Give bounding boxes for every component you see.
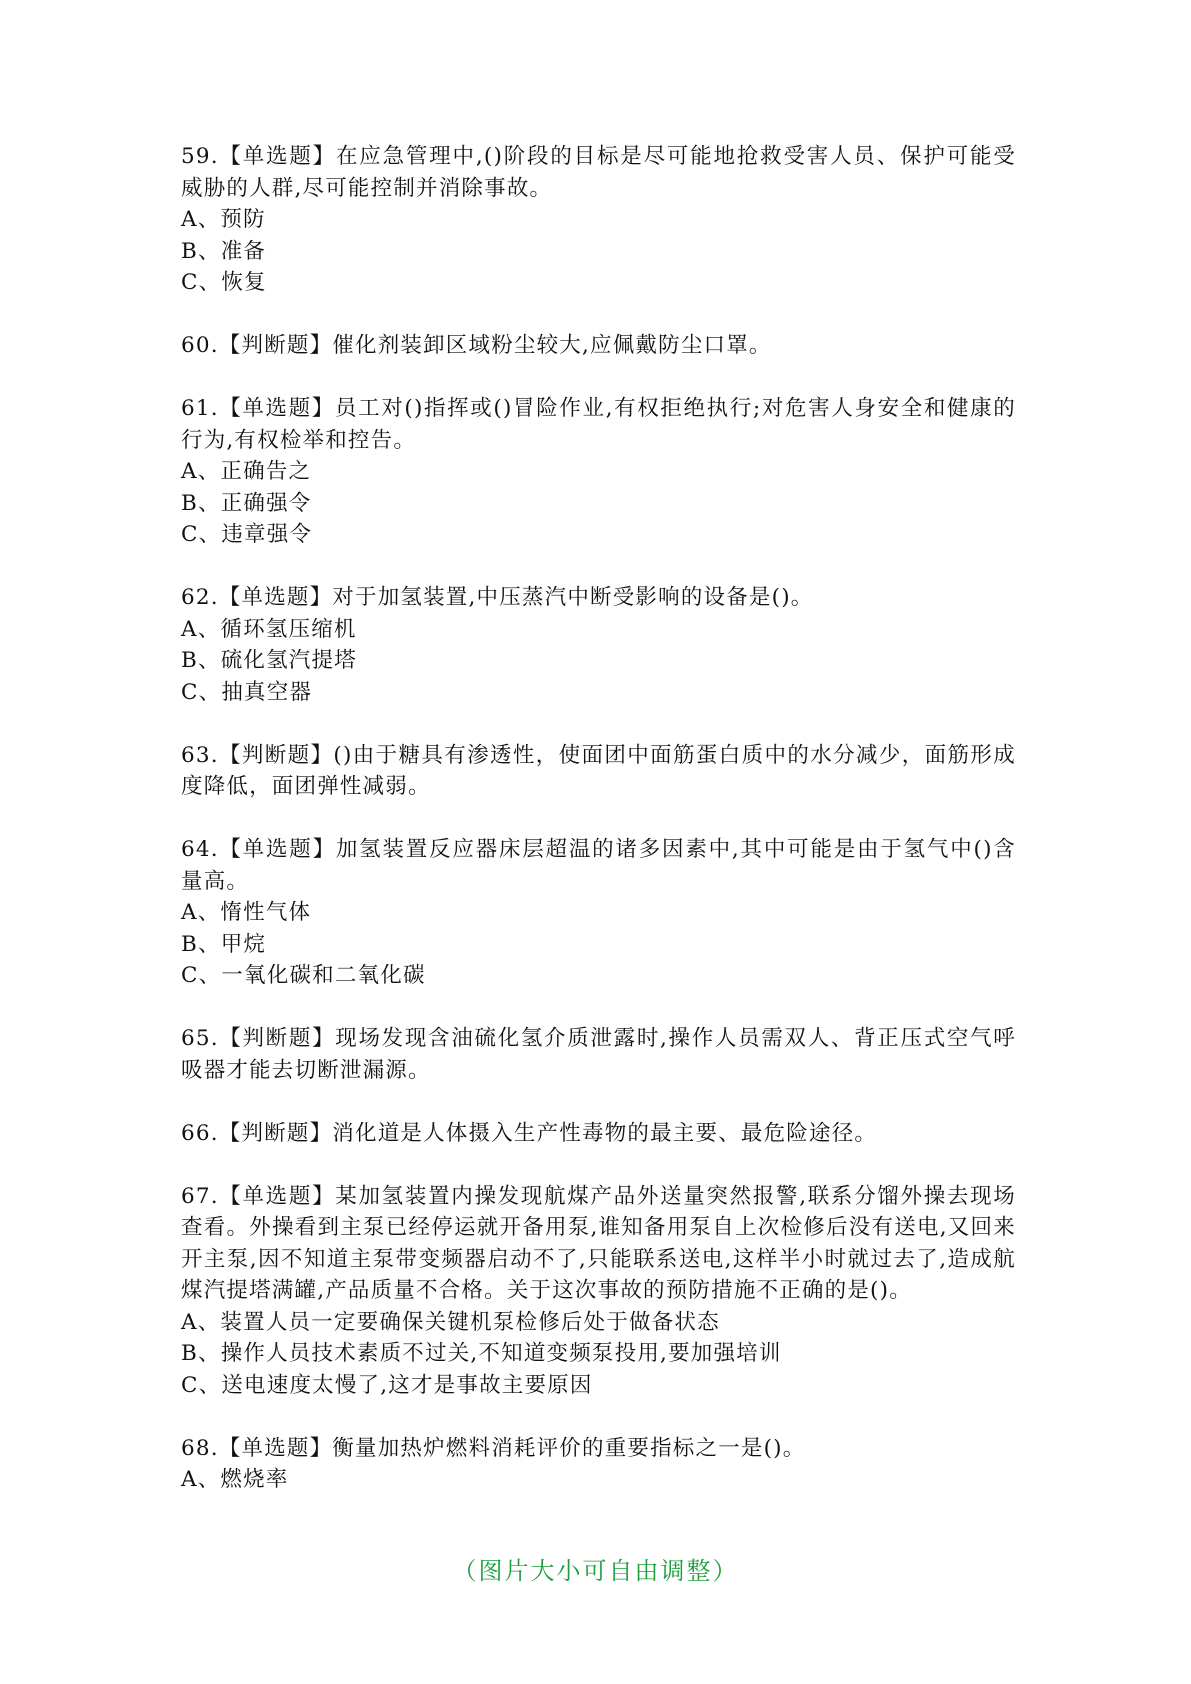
option-item: C、抽真空器 <box>181 679 313 705</box>
question-item <box>181 834 1016 992</box>
option-item: C、送电速度太慢了,这才是事故主要原因 <box>181 1372 593 1398</box>
option-list <box>181 614 1016 709</box>
question-stem: 64.【单选题】加氢装置反应器床层超温的诸多因素中,其中可能是由于氢气中()含量高。 <box>181 837 1016 894</box>
question-item <box>181 393 1016 551</box>
option-list <box>181 204 1016 299</box>
option-item: B、硫化氢汽提塔 <box>181 648 357 673</box>
question-stem: 68.【单选题】衡量加热炉燃料消耗评价的重要指标之一是()。 <box>181 1435 806 1461</box>
option-item: A、装置人员一定要确保关键机泵检修后处于做备状态 <box>181 1309 720 1335</box>
option-list <box>181 1464 1016 1496</box>
question-stem: 66.【判断题】消化道是人体摄入生产性毒物的最主要、最危险途径。 <box>181 1120 878 1146</box>
question-item <box>181 740 1016 803</box>
question-stem: 62.【单选题】对于加氢装置,中压蒸汽中断受影响的设备是()。 <box>181 585 814 610</box>
question-item <box>181 582 1016 708</box>
question-item <box>181 141 1016 299</box>
question-stem: 59.【单选题】在应急管理中,()阶段的目标是尽可能地抢救受害人员、保护可能受威胁的人群,尽可能控制并消除事故。 <box>181 144 1016 201</box>
question-stem: 60.【判断题】催化剂装卸区域粉尘较大,应佩戴防尘口罩。 <box>181 333 772 358</box>
option-item: C、恢复 <box>181 270 267 295</box>
option-item: B、准备 <box>181 238 267 264</box>
question-item <box>181 330 1016 362</box>
question-stem: 67.【单选题】某加氢装置内操发现航煤产品外送量突然报警,联系分馏外操去现场查看。外操看到主泵已经停运就开备用泵,谁知备用泵自上次检修后没有送电,又回来开主泵,因不知道主泵带变频器启动不了,只能联系送电,这样半小时就过去了,造成航煤汽提塔满罐,产品质量不合格。关于这次事故的预防措施不正确的是()。 <box>181 1183 1016 1303</box>
option-item: A、循环氢压缩机 <box>181 616 357 642</box>
question-item <box>181 1023 1016 1086</box>
option-item: B、正确强令 <box>181 490 312 516</box>
question-list <box>181 141 1016 1527</box>
option-item: C、一氧化碳和二氧化碳 <box>181 963 426 988</box>
question-item <box>181 1118 1016 1150</box>
option-item: A、燃烧率 <box>181 1467 289 1492</box>
question-stem: 61.【单选题】员工对()指挥或()冒险作业,有权拒绝执行;对危害人身安全和健康的行为,有权检举和控告。 <box>181 396 1016 453</box>
option-item: A、预防 <box>181 207 266 232</box>
option-item: A、惰性气体 <box>181 900 312 925</box>
option-item: C、违章强令 <box>181 522 313 547</box>
resize-note: （图片大小可自由调整） <box>452 1557 739 1585</box>
option-list <box>181 897 1016 992</box>
option-list <box>181 456 1016 551</box>
option-item: B、甲烷 <box>181 931 267 957</box>
question-stem: 65.【判断题】现场发现含油硫化氢介质泄露时,操作人员需双人、背正压式空气呼吸器才能去切断泄漏源。 <box>181 1026 1016 1083</box>
question-item <box>181 1433 1016 1496</box>
question-stem: 63.【判断题】()由于糖具有渗透性，使面团中面筋蛋白质中的水分减少，面筋形成度降低，面团弹性减弱。 <box>181 742 1016 799</box>
option-item: B、操作人员技术素质不过关,不知道变频泵投用,要加强培训 <box>181 1341 782 1366</box>
option-item: A、正确告之 <box>181 459 312 484</box>
option-list <box>181 1307 1016 1402</box>
question-item <box>181 1181 1016 1402</box>
